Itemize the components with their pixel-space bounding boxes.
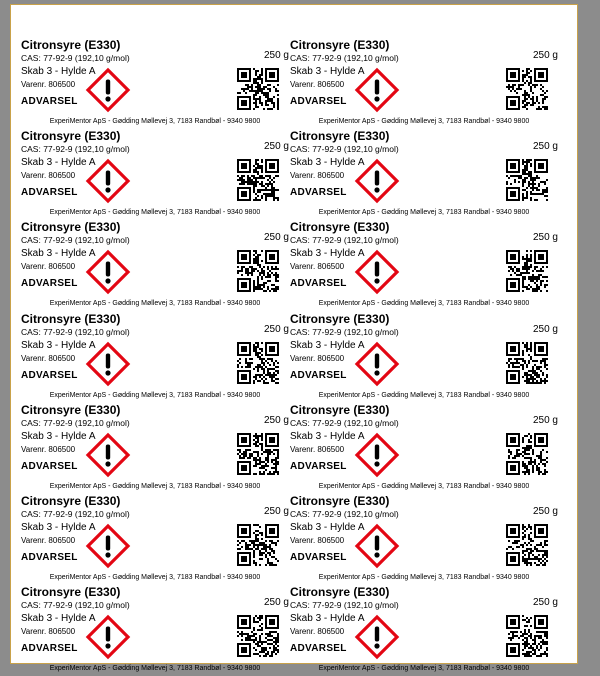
company-footer: ExperiMentor ApS - Gødding Møllevej 3, 7183 Randbøl - 9340 9800 <box>49 665 261 673</box>
exclamation-mark-icon <box>86 433 130 477</box>
signal-word: ADVARSEL <box>290 460 347 472</box>
cas-number: CAS: 77-92-9 (192,10 g/mol) <box>290 417 399 428</box>
company-footer: ExperiMentor ApS - Gødding Møllevej 3, 7183 Randbøl - 9340 9800 <box>318 118 530 125</box>
cas-number: CAS: 77-92-9 (192,10 g/mol) <box>21 326 130 337</box>
cas-number: CAS: 77-92-9 (192,10 g/mol) <box>21 509 130 519</box>
product-name: Citronsyre (E330) <box>21 220 121 235</box>
qr-code <box>506 250 548 292</box>
product-label <box>21 585 289 676</box>
item-number: Varenr. 806500 <box>21 536 76 545</box>
product-label <box>21 403 289 494</box>
product-label <box>290 494 558 585</box>
cas-number: CAS: 77-92-9 (192,10 g/mol) <box>290 600 399 611</box>
exclamation-mark-icon <box>355 615 399 659</box>
storage-location: Skab 3 - Hylde A <box>21 66 96 77</box>
item-number: Varenr. 806500 <box>290 536 345 545</box>
exclamation-mark-icon <box>355 524 399 568</box>
storage-location: Skab 3 - Hylde A <box>21 613 96 625</box>
signal-word: ADVARSEL <box>290 96 347 107</box>
storage-location: Skab 3 - Hylde A <box>21 339 96 351</box>
signal-word: ADVARSEL <box>290 552 347 563</box>
qr-code <box>237 524 279 566</box>
net-weight: 250 g <box>263 506 289 517</box>
product-label <box>21 494 289 585</box>
net-weight: 250 g <box>532 506 558 517</box>
signal-word: ADVARSEL <box>21 643 78 655</box>
qr-code <box>506 342 548 384</box>
qr-code <box>506 524 548 566</box>
cas-number: CAS: 77-92-9 (192,10 g/mol) <box>290 326 399 337</box>
product-name: Citronsyre (E330) <box>21 38 121 52</box>
net-weight: 250 g <box>263 50 289 61</box>
item-number: Varenr. 806500 <box>21 80 76 89</box>
exclamation-mark-icon <box>355 433 399 477</box>
exclamation-mark-icon <box>86 159 130 203</box>
company-footer: ExperiMentor ApS - Gødding Møllevej 3, 7183 Randbøl - 9340 9800 <box>49 209 261 217</box>
cas-number: CAS: 77-92-9 (192,10 g/mol) <box>21 53 130 63</box>
product-name: Citronsyre (E330) <box>21 311 121 326</box>
product-label <box>290 585 558 676</box>
company-footer: ExperiMentor ApS - Gødding Møllevej 3, 7183 Randbøl - 9340 9800 <box>49 118 261 125</box>
qr-code <box>506 68 548 110</box>
signal-word: ADVARSEL <box>21 460 78 472</box>
cas-number: CAS: 77-92-9 (192,10 g/mol) <box>21 235 130 246</box>
company-footer: ExperiMentor ApS - Gødding Møllevej 3, 7183 Randbøl - 9340 9800 <box>49 482 261 490</box>
signal-word: ADVARSEL <box>290 278 347 290</box>
cas-number: CAS: 77-92-9 (192,10 g/mol) <box>21 144 130 155</box>
net-weight: 250 g <box>263 232 289 244</box>
company-footer: ExperiMentor ApS - Gødding Møllevej 3, 7183 Randbøl - 9340 9800 <box>318 482 530 490</box>
signal-word: ADVARSEL <box>290 369 347 381</box>
net-weight: 250 g <box>263 323 289 335</box>
net-weight: 250 g <box>532 323 558 335</box>
signal-word: ADVARSEL <box>21 369 78 381</box>
storage-location: Skab 3 - Hylde A <box>21 522 96 533</box>
qr-code <box>237 68 279 110</box>
qr-code <box>237 250 279 292</box>
net-weight: 250 g <box>532 597 558 609</box>
item-number: Varenr. 806500 <box>290 171 345 181</box>
storage-location: Skab 3 - Hylde A <box>290 522 365 533</box>
cas-number: CAS: 77-92-9 (192,10 g/mol) <box>290 53 399 63</box>
product-label <box>21 129 289 220</box>
signal-word: ADVARSEL <box>21 552 78 563</box>
net-weight: 250 g <box>532 50 558 61</box>
product-label <box>290 403 558 494</box>
storage-location: Skab 3 - Hylde A <box>290 339 365 351</box>
signal-word: ADVARSEL <box>290 643 347 655</box>
product-label <box>290 38 558 129</box>
exclamation-mark-icon <box>355 250 399 294</box>
product-name: Citronsyre (E330) <box>21 129 121 144</box>
label-sheet <box>10 4 578 673</box>
company-footer: ExperiMentor ApS - Gødding Møllevej 3, 7183 Randbøl - 9340 9800 <box>318 574 530 581</box>
net-weight: 250 g <box>263 597 289 609</box>
company-footer: ExperiMentor ApS - Gødding Møllevej 3, 7183 Randbøl - 9340 9800 <box>318 391 530 399</box>
storage-location: Skab 3 - Hylde A <box>21 430 96 442</box>
storage-location: Skab 3 - Hylde A <box>290 66 365 77</box>
qr-code <box>237 159 279 201</box>
item-number: Varenr. 806500 <box>21 262 76 272</box>
exclamation-mark-icon <box>86 250 130 294</box>
cas-number: CAS: 77-92-9 (192,10 g/mol) <box>290 509 399 519</box>
exclamation-mark-icon <box>86 68 130 112</box>
exclamation-mark-icon <box>355 68 399 112</box>
product-name: Citronsyre (E330) <box>290 220 390 235</box>
storage-location: Skab 3 - Hylde A <box>290 157 365 169</box>
signal-word: ADVARSEL <box>21 187 78 199</box>
signal-word: ADVARSEL <box>21 96 78 107</box>
qr-code <box>237 342 279 384</box>
cas-number: CAS: 77-92-9 (192,10 g/mol) <box>21 600 130 611</box>
storage-location: Skab 3 - Hylde A <box>290 613 365 625</box>
cas-number: CAS: 77-92-9 (192,10 g/mol) <box>21 417 130 428</box>
net-weight: 250 g <box>532 414 558 426</box>
product-label <box>21 38 289 129</box>
storage-location: Skab 3 - Hylde A <box>21 248 96 260</box>
net-weight: 250 g <box>532 232 558 244</box>
exclamation-mark-icon <box>355 159 399 203</box>
product-label <box>21 220 289 311</box>
cas-number: CAS: 77-92-9 (192,10 g/mol) <box>290 144 399 155</box>
exclamation-mark-icon <box>86 524 130 568</box>
product-label <box>290 312 558 403</box>
qr-code <box>237 433 279 475</box>
product-label <box>290 129 558 220</box>
cas-number: CAS: 77-92-9 (192,10 g/mol) <box>290 235 399 246</box>
item-number: Varenr. 806500 <box>290 444 345 454</box>
product-name: Citronsyre (E330) <box>290 129 390 144</box>
exclamation-mark-icon <box>86 615 130 659</box>
company-footer: ExperiMentor ApS - Gødding Møllevej 3, 7183 Randbøl - 9340 9800 <box>49 574 261 581</box>
storage-location: Skab 3 - Hylde A <box>21 157 96 169</box>
item-number: Varenr. 806500 <box>290 627 345 637</box>
product-name: Citronsyre (E330) <box>290 585 390 600</box>
product-name: Citronsyre (E330) <box>21 585 121 600</box>
exclamation-mark-icon <box>86 342 130 386</box>
item-number: Varenr. 806500 <box>21 171 76 181</box>
company-footer: ExperiMentor ApS - Gødding Møllevej 3, 7183 Randbøl - 9340 9800 <box>318 665 530 673</box>
company-footer: ExperiMentor ApS - Gødding Møllevej 3, 7183 Randbøl - 9340 9800 <box>49 391 261 399</box>
qr-code <box>506 159 548 201</box>
item-number: Varenr. 806500 <box>290 80 345 89</box>
storage-location: Skab 3 - Hylde A <box>290 430 365 442</box>
signal-word: ADVARSEL <box>21 278 78 290</box>
net-weight: 250 g <box>263 414 289 426</box>
product-name: Citronsyre (E330) <box>290 38 390 52</box>
company-footer: ExperiMentor ApS - Gødding Møllevej 3, 7183 Randbøl - 9340 9800 <box>318 300 530 308</box>
product-label <box>21 312 289 403</box>
qr-code <box>506 433 548 475</box>
product-name: Citronsyre (E330) <box>21 494 121 508</box>
product-name: Citronsyre (E330) <box>290 402 390 417</box>
product-name: Citronsyre (E330) <box>290 311 390 326</box>
qr-code <box>506 615 548 657</box>
company-footer: ExperiMentor ApS - Gødding Møllevej 3, 7183 Randbøl - 9340 9800 <box>49 300 261 308</box>
company-footer: ExperiMentor ApS - Gødding Møllevej 3, 7183 Randbøl - 9340 9800 <box>318 209 530 217</box>
item-number: Varenr. 806500 <box>21 444 76 454</box>
signal-word: ADVARSEL <box>290 187 347 199</box>
item-number: Varenr. 806500 <box>290 262 345 272</box>
product-name: Citronsyre (E330) <box>290 494 390 508</box>
item-number: Varenr. 806500 <box>21 627 76 637</box>
storage-location: Skab 3 - Hylde A <box>290 248 365 260</box>
item-number: Varenr. 806500 <box>21 353 76 363</box>
qr-code <box>237 615 279 657</box>
product-name: Citronsyre (E330) <box>21 402 121 417</box>
net-weight: 250 g <box>263 141 289 153</box>
product-label <box>290 220 558 311</box>
item-number: Varenr. 806500 <box>290 353 345 363</box>
net-weight: 250 g <box>532 141 558 153</box>
exclamation-mark-icon <box>355 342 399 386</box>
